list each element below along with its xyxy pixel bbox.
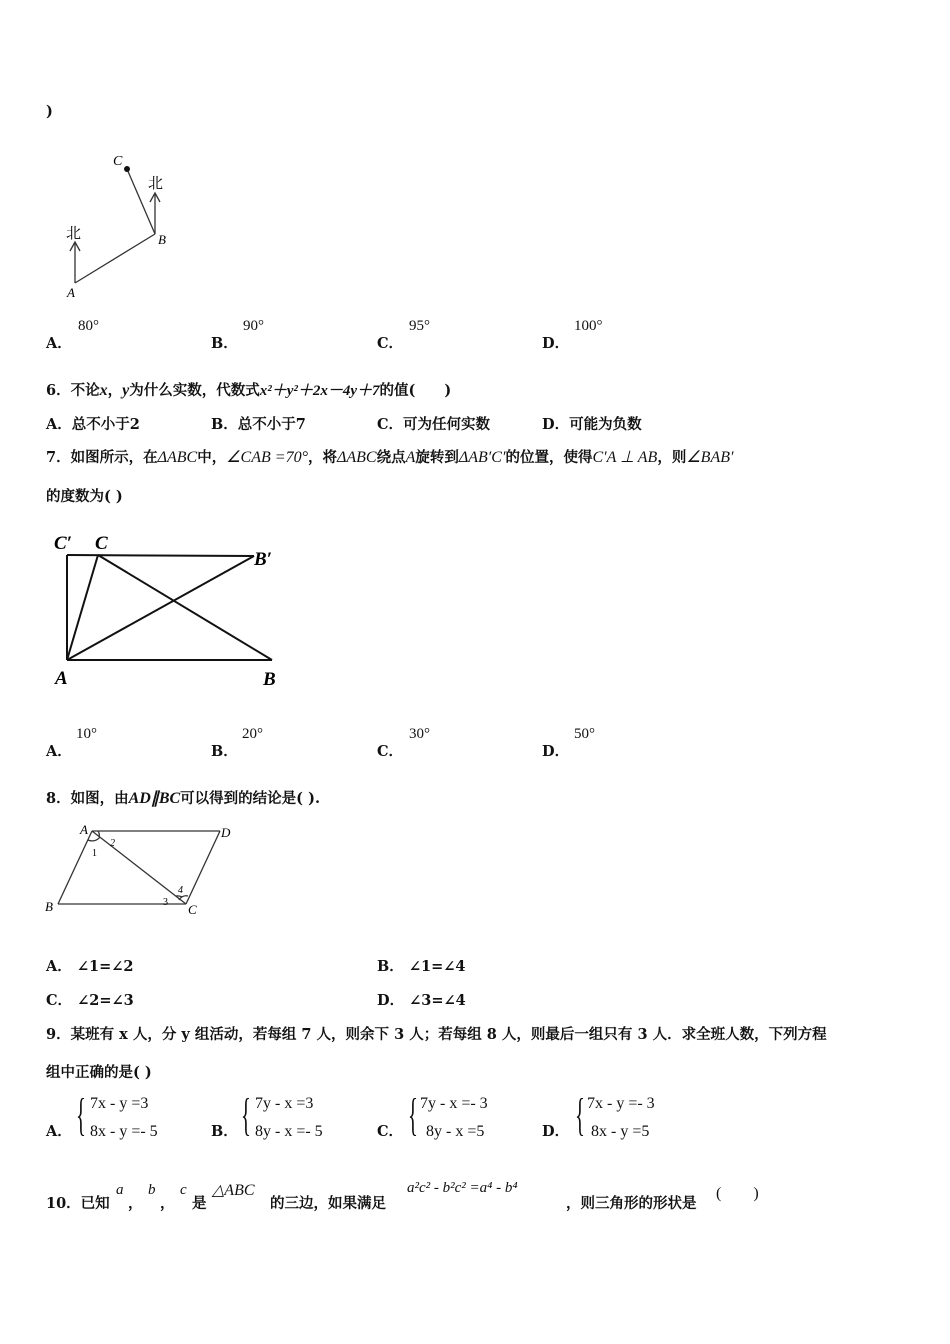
q5-option-d-letter: D． (542, 335, 570, 352)
q5-option-b-letter: B． (211, 335, 238, 352)
q6-stem: 6．不论x，y为什么实数，代数式x²＋y²＋2x－4y＋7的值( ) (46, 382, 452, 399)
q7-option-b-letter: B． (211, 743, 238, 760)
q7-option-d-letter: D． (542, 743, 570, 760)
q10-comma-1: ， (128, 1195, 143, 1212)
q9-option-a-system: 7x - y =3 8x - y =- 5 (90, 1095, 158, 1140)
angle-label-3: 3 (163, 897, 168, 908)
label-c: C (113, 154, 123, 169)
q10-prefix: 10．已知 (46, 1195, 110, 1212)
q7-option-c-letter: C． (377, 743, 404, 760)
north-label-b: 北 (148, 174, 164, 192)
label-a: A (67, 285, 75, 300)
q10-var-b: b (148, 1182, 156, 1198)
q7-stem-line1: 7．如图所示，在ΔABC中，∠CAB =70°，将ΔABC绕点A旋转到ΔAB′C′的位置，使得C′A ⊥ AB，则∠BAB′ (46, 449, 734, 466)
q8-option-a: A． ∠1=∠2 (46, 958, 134, 975)
q10-comma-2: ， (160, 1195, 175, 1212)
q10-middle-text: 的三边，如果满足 (270, 1195, 386, 1212)
angle-label-4: 4 (178, 885, 183, 896)
q10-answer-paren: ( ) (716, 1185, 759, 1202)
q8-option-b: B． ∠1=∠4 (377, 958, 466, 975)
brace-icon: { (241, 1089, 251, 1140)
q9-stem-line1: 9．某班有 x 人，分 y 组活动，若每组 7 人，则余下 3 人；若每组 8 人，则最后一组只有 3 人．求全班人数，下列方程 (46, 1026, 827, 1043)
q10-var-c: c (180, 1182, 187, 1198)
figure-north-direction (55, 148, 185, 303)
label-a: A (80, 822, 88, 837)
label-b: B (45, 899, 53, 914)
label-c-prime: C′ (54, 533, 73, 554)
label-b: B (158, 232, 166, 247)
label-c: C (188, 902, 197, 917)
q9-option-a-letter: A． (46, 1123, 72, 1140)
q6-option-d: D．可能为负数 (542, 416, 642, 433)
q5-option-a-value: 80° (78, 318, 99, 334)
q9-stem-line2: 组中正确的是( ) (46, 1064, 152, 1081)
q9-option-b-letter: B． (211, 1123, 238, 1140)
north-label-a: 北 (66, 224, 82, 242)
q5-option-b-value: 90° (243, 318, 264, 334)
q5-option-d-value: 100° (574, 318, 603, 334)
label-a: A (55, 668, 68, 689)
q6-option-a: A．总不小于2 (46, 416, 140, 433)
figure-rotated-triangle (50, 527, 290, 692)
label-d: D (221, 825, 231, 840)
q7-option-c-value: 30° (409, 726, 430, 742)
brace-icon: { (408, 1089, 418, 1140)
continued-paren: ) (46, 103, 53, 120)
q9-option-c-system: 7y - x =- 3 8y - x =5 (420, 1095, 488, 1140)
q10-var-a: a (116, 1182, 124, 1198)
q9-option-b-system: 7y - x =3 8y - x =- 5 (255, 1095, 323, 1140)
q9-option-c-letter: C． (377, 1123, 404, 1140)
label-c: C (95, 533, 108, 554)
q8-option-c: C． ∠2=∠3 (46, 992, 134, 1009)
angle-label-1: 1 (92, 848, 97, 859)
brace-icon: { (76, 1089, 86, 1140)
q6-expression: x²＋y²＋2x－4y＋7 (259, 383, 380, 399)
q6-option-b: B．总不小于7 (211, 416, 306, 433)
q7-stem-line2: 的度数为( ) (46, 488, 123, 505)
figure-parallelogram (40, 818, 250, 923)
brace-icon: { (575, 1089, 585, 1140)
label-b: B (263, 669, 276, 690)
q10-suffix: ，则三角形的形状是 (566, 1195, 697, 1212)
q10-is: 是 (192, 1195, 207, 1212)
q5-option-c-value: 95° (409, 318, 430, 334)
angle-label-2: 2 (110, 838, 115, 849)
label-b-prime: B′ (254, 549, 273, 570)
q7-option-d-value: 50° (574, 726, 595, 742)
q9-option-d-letter: D． (542, 1123, 570, 1140)
q5-option-a-letter: A． (46, 335, 72, 352)
q10-triangle: △ABC (212, 1182, 255, 1199)
q5-option-c-letter: C． (377, 335, 404, 352)
q7-option-a-letter: A． (46, 743, 72, 760)
q7-option-b-value: 20° (242, 726, 263, 742)
q8-stem: 8．如图，由AD∥BC可以得到的结论是( ). (46, 790, 320, 807)
q6-option-c: C．可为任何实数 (377, 416, 491, 433)
q10-expression: a²c² - b²c² =a⁴ - b⁴ (407, 1180, 518, 1196)
q9-option-d-system: 7x - y =- 3 8x - y =5 (587, 1095, 655, 1140)
q8-option-d: D． ∠3=∠4 (377, 992, 466, 1009)
q7-option-a-value: 10° (76, 726, 97, 742)
